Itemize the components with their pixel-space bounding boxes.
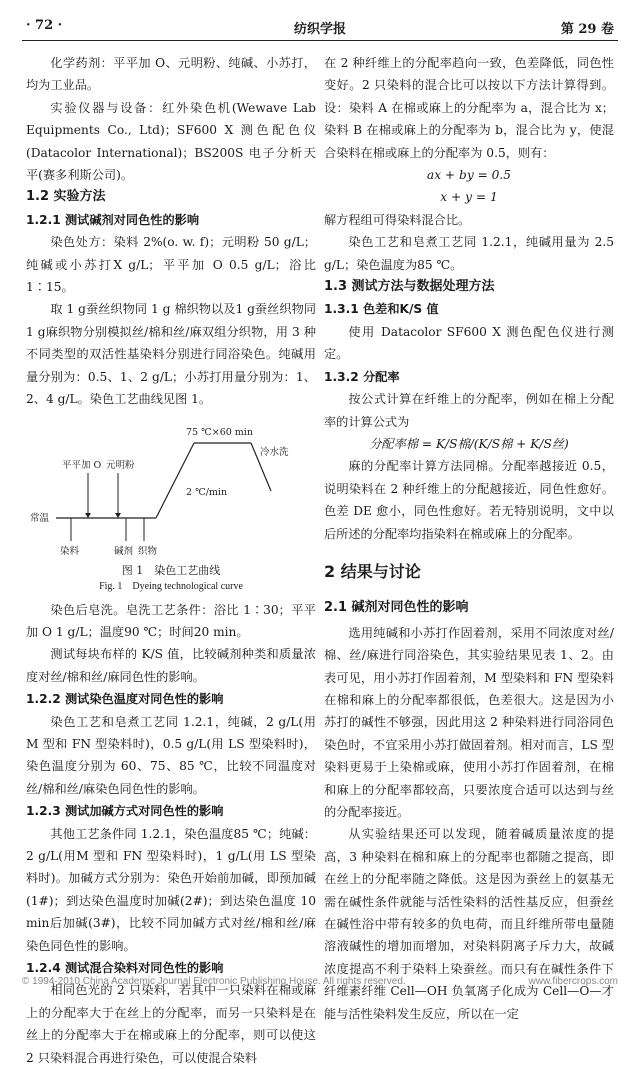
equation: x + y = 1 [440,190,498,205]
section-heading: 1.2 实验方法 [26,189,106,205]
header-rule [22,40,618,41]
subsection-heading: 1.2.1 测试碱剂对同色性的影响 [26,212,200,227]
page-number: · 72 · [26,18,63,33]
volume-label: 第 29 卷 [560,22,614,37]
paragraph: 染色工艺和皂煮工艺同 1.2.1，纯碱用量为 2.5 g/L；染色温度为85 ℃。 [324,235,614,272]
dyeing-curve-figure [26,413,316,563]
paragraph: 选用纯碱和小苏打作固着剂，采用不同浓度对丝/棉、丝/麻进行同浴染色，其实验结果见表 1、2。由表可见，用小苏打作固着剂，M 型染料和 FN 型染料在棉和麻上的分配率都很低，色差很大。这是因为小苏打的碱性不够强，因此用这 2 种染料进行同浴同色染色时，不宜采用小苏打做固着剂。相对而言，LS 型染料更易于上染棉或麻，使用小苏打作固着剂，在棉和麻上的分配率都较高，只要浓度合适可以达到与丝的分配率接近。 [324,625,614,819]
paragraph: 相同色光的 2 只染料，若其中一只染料在棉或麻上的分配率大于在丝上的分配率，而另一只染料是在丝上的分配率大于在棉或麻上的分配率，则可以使这 2 只染料混合再进行染色，可以使混合染料 [26,983,316,1065]
copyright-notice: © 1994-2010 China Academic Journal Electronic Publishing House. All rights reserved. [22,976,406,987]
paragraph: 化学药剂：平平加 O、元明粉、纯碱、小苏打，均为工业品。 [26,56,316,93]
running-header [22,12,618,40]
equation: 分配率棉 = K/S棉/(K/S棉 + K/S丝) [369,436,569,451]
room-temp-label: 常温 [30,512,50,524]
right-column [324,52,614,1025]
watermark: www.fibercrops.com [528,976,618,987]
paragraph: 解方程组可得染料混合比。 [324,212,471,227]
hold-label: 75 ℃×60 min [186,426,253,438]
paragraph: 从实验结果还可以发现，随着碱质量浓度的提高，3 种染料在棉和麻上的分配率也都随之提高，即在丝上的分配率随之降低。这是因为蚕丝上的氨基无需在碱性条件就能与活性染料的活性基反应，但蚕丝在碱性浴中带有较多的负电荷，而且纤维所带电量随溶液碱性的增加而增加，对染料阴离子斥力大，故碱浓度提高不利于染料上染蚕丝。而只有在碱性条件下纤维素纤维 Cell—OH 负氧离子化成为 Cell—O—才能与活性染料发生反应，所以在一定 [324,827,614,1021]
paragraph: 染色后皂洗。皂洗工艺条件：浴比 1∶30；平平加 O 1 g/L；温度90 ℃；时间20 min。 [26,602,316,639]
left-column [26,52,316,1069]
paragraph: 其他工艺条件同 1.2.1，染色温度85 ℃；纯碱：2 g/L(用M 型和 FN 型染料时)，1 g/L(用 LS 型染料时)。加碱方式分别为：染色开始前加碱，即预加碱(1#)；到达染色温度时加碱(2#)；到达染色温度 10 min后加碱(3#)，比较不同加碱方式对丝/棉和丝/麻染色同色性的影响。 [26,826,316,953]
paragraph: 染色工艺和皂煮工艺同 1.2.1，纯碱，2 g/L(用 M 型和 FN 型染料时)，0.5 g/L(用 LS 型染料时)，染色温度分别为 60、75、85 ℃，比较不同温度对丝/棉和丝/麻染色同色性的影响。 [26,714,316,796]
paragraph: 染色处方：染料 2%(o. w. f)；元明粉 50 g/L；纯碱或小苏打X g/L；平平加 O 0.5 g/L；浴比 1∶15。 [26,235,316,295]
subsection-heading: 1.2.2 测试染色温度对同色性的影响 [26,692,224,707]
paragraph: 按公式计算在纤维上的分配率，例如在棉上分配率的计算公式为 [324,392,614,429]
curve-ramp-segment [156,443,194,518]
section-heading: 1.3 测试方法与数据处理方法 [324,279,495,295]
paragraph: 测试每块布样的 K/S 值，比较碱剂种类和质量浓度对丝/棉和丝/麻同色性的影响。 [26,647,316,684]
paragraph: 在 2 种纤维上的分配率趋向一致，色差降低，同色性变好。2 只染料的混合比可以按以下方法计算得到。设：染料 A 在棉或麻上的分配率为 a，混合比为 x；染料 B 在棉或麻上的分配率为 b，混合比为 y，使混合染料在棉或麻上的分配率为 0.5，则有： [324,56,614,160]
equation: ax + by = 0.5 [426,168,512,183]
section-heading: 2.1 碱剂对同色性的影响 [324,600,469,616]
cold-wash-label: 冷水洗 [260,446,289,458]
glauber-label: 元明粉 [106,459,135,471]
subsection-heading: 1.2.4 测试混合染料对同色性的影响 [26,961,224,975]
subsection-heading: 1.2.3 测试加碱方式对同色性的影响 [26,804,224,819]
paragraph: 取 1 g蚕丝织物同 1 g 棉织物以及1 g蚕丝织物同 1 g麻织物分别模拟丝/棉和丝/麻双组分织物，用 3 种不同类型的双活性基染料分别进行同浴染色。纯碱用量分别为：0.5、1、2 g/L；小苏打用量分别为：1、2、4 g/L。染色工艺曲线见图 1。 [26,302,316,407]
chapter-heading: 2 结果与讨论 [324,561,421,581]
rate-label: 2 ℃/min [186,486,228,498]
subsection-heading: 1.3.2 分配率 [324,369,400,384]
paragraph: 麻的分配率计算方法同棉。分配率越接近 0.5，说明染料在 2 种纤维上的分配越接近，同色性愈好。色差 DE 愈小，同色性愈好。若无特别说明，文中以后所述的分配率均指染料在棉或麻上的分配率。 [324,459,614,541]
journal-name: 纺织学报 [293,22,346,37]
figure-caption-en: Fig. 1 Dyeing technological curve [99,580,243,592]
alkali-label: 碱剂 [114,545,134,557]
paragraph: 使用 Datacolor SF600 X 测色配色仪进行测定。 [324,324,614,362]
peregal-label: 平平加 O [62,459,102,471]
subsection-heading: 1.3.1 色差和K/S 值 [324,302,439,317]
fabric-label: 织物 [138,545,158,557]
dye-label: 染料 [60,545,80,557]
figure-caption-cn: 图 1 染色工艺曲线 [121,563,221,577]
dyeing-curve-diagram [26,413,316,563]
paragraph: 实验仪器与设备：红外染色机(Wewave Lab Equipments Co., Ltd)；SF600 X 测色配色仪(Datacolor International)；BS200S 电子分析天平(赛多利斯公司)。 [26,100,316,183]
